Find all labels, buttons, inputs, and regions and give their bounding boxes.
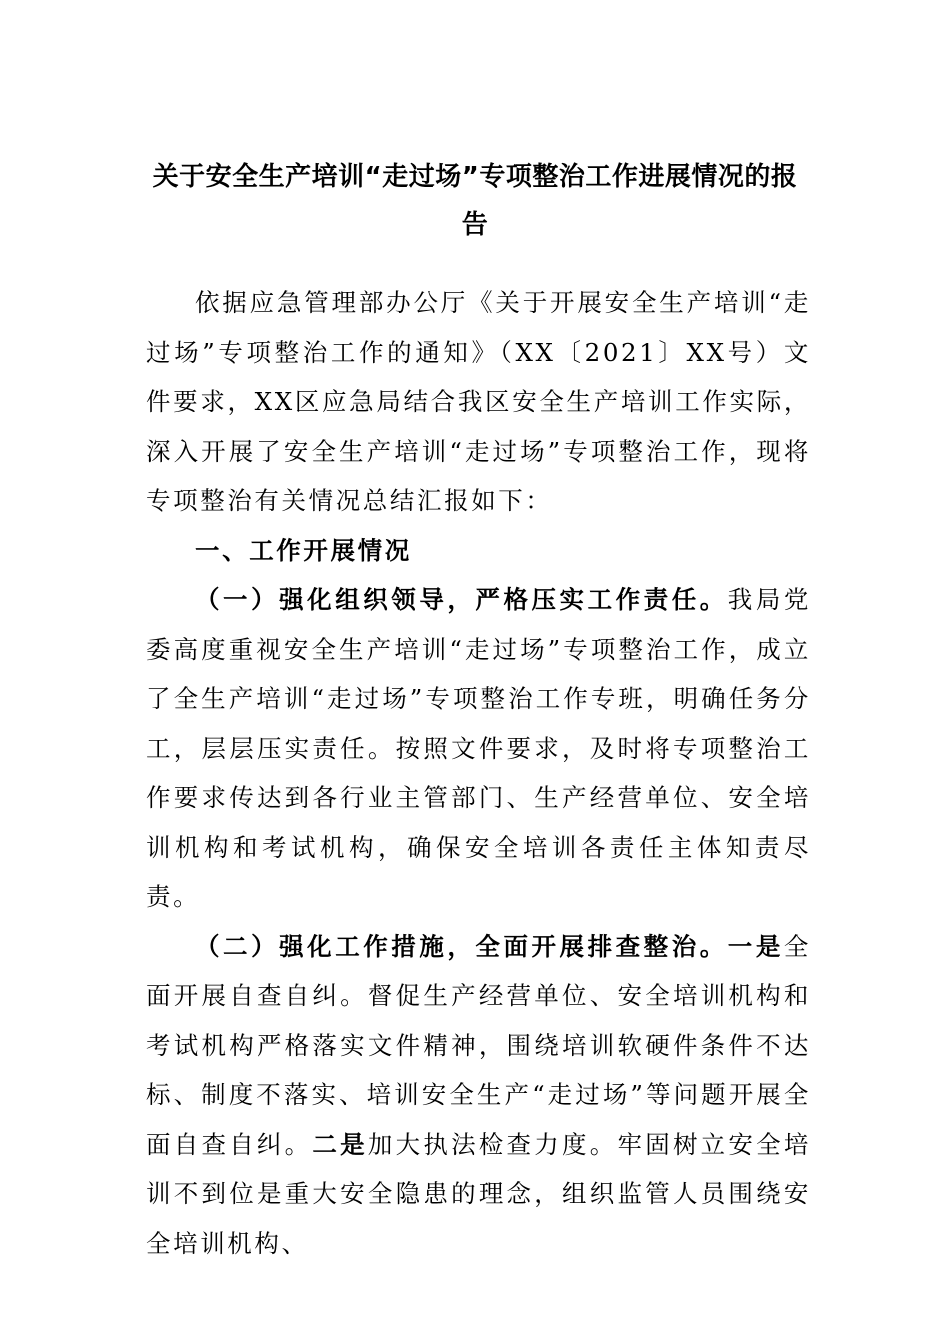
document-title: 关于安全生产培训“走过场”专项整治工作进展情况的报告	[152, 162, 798, 240]
list-marker: 二是	[312, 1129, 368, 1159]
paragraph-organization	[146, 575, 811, 922]
document-body	[146, 278, 811, 1268]
paragraph-text: 我局党委高度重视安全生产培训“走过场”专项整治工作，成立了全生产培训“走过场”专项整治工作专班，明确任务分工，层层压实责任。按照文件要求，及时将专项整治工作要求传达到各行业主管部门、生产经营单位、安全培训机构和考试机构，确保安全培训各责任主体知责尽责。	[146, 585, 811, 911]
list-marker: 一是	[727, 931, 784, 961]
paragraph-lead: （一）强化组织领导，严格压实工作责任。	[195, 585, 728, 614]
paragraph-text: 加大执法检查力度。牢固树立安全培训不到位是重大安全隐患的理念，组织监管人员围绕安全培训机构、	[146, 1129, 811, 1258]
paragraph-text: 全面开展自查自纠。督促生产经营单位、安全培训机构和考试机构严格落实文件精神，围绕培训软硬件条件不达标、制度不落实、培训安全生产“走过场”等问题开展全面自查自纠。	[146, 931, 811, 1159]
paragraph-measures	[146, 922, 811, 1269]
section-heading: 一、工作开展情况	[195, 535, 412, 565]
intro-paragraph: 依据应急管理部办公厅《关于开展安全生产培训“走过场”专项整治工作的通知》（XX〔2021〕XX号）文件要求，XX区应急局结合我区安全生产培训工作实际，深入开展了安全生产培训“走过场”专项整治工作，现将专项整治有关情况总结汇报如下：	[146, 288, 811, 515]
paragraph-lead: （二）强化工作措施，全面开展排查整治。	[195, 931, 728, 961]
